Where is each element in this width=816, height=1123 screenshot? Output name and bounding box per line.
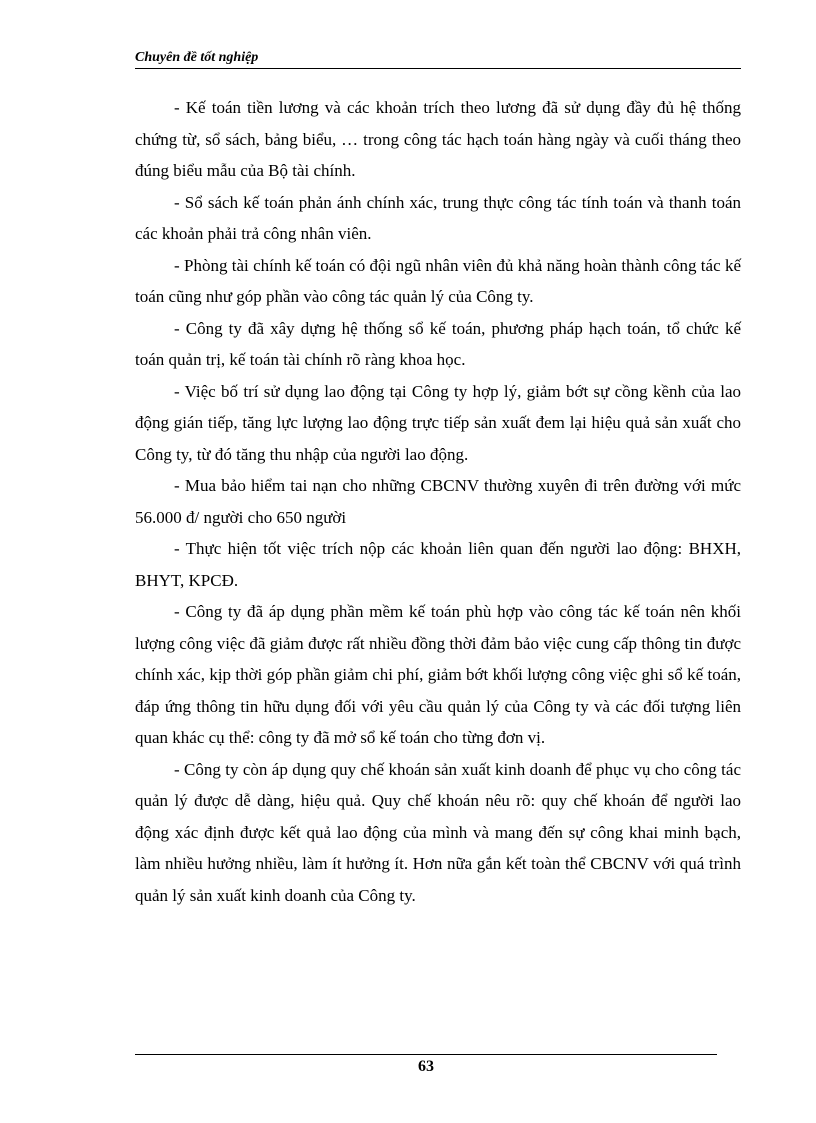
paragraph-1: - Kế toán tiền lương và các khoản trích theo lương đã sử dụng đầy đủ hệ thống chứng từ, sổ sách, bảng biểu, … trong công tác hạch toán hàng ngày và cuối tháng theo đúng biểu mẫu của Bộ tài chính.: [135, 98, 741, 180]
page-footer: [135, 1054, 717, 1076]
paragraph-4: - Công ty đã xây dựng hệ thống sổ kế toán, phương pháp hạch toán, tổ chức kế toán quản trị, kế toán tài chính rõ ràng khoa học.: [135, 318, 741, 369]
paragraph-7: - Thực hiện tốt việc trích nộp các khoản liên quan đến người lao động: BHXH, BHYT, KPCĐ.: [135, 539, 741, 590]
document-body: [135, 92, 741, 911]
paragraph-9: - Công ty còn áp dụng quy chế khoán sản xuất kinh doanh để phục vụ cho công tác quản lý được dễ dàng, hiệu quả. Quy chế khoán nêu rõ: quy chế khoán để người lao động xác định được kết quả lao động của mình và mang đến sự công khai minh bạch, làm nhiều hưởng nhiều, làm ít hưởng ít. Hơn nữa gắn kết toàn thể CBCNV với quá trình quản lý sản xuất kinh doanh của Công ty.: [135, 759, 741, 905]
paragraph-6: - Mua bảo hiểm tai nạn cho những CBCNV thường xuyên đi trên đường với mức 56.000 đ/ người cho 650 người: [135, 476, 741, 527]
paragraph-8: - Công ty đã áp dụng phần mềm kế toán phù hợp vào công tác kế toán nên khối lượng công việc đã giảm được rất nhiều đồng thời đảm bảo việc cung cấp thông tin được chính xác, kịp thời góp phần giảm chi phí, giảm bớt khối lượng công việc ghi sổ kế toán, đáp ứng thông tin hữu dụng đối với yêu cầu quản lý của Công ty và các đối tượng liên quan khác cụ thể: công ty đã mở sổ kế toán cho từng đơn vị.: [135, 602, 741, 747]
header-title: Chuyên đề tốt nghiệp: [135, 50, 259, 65]
paragraph-3: - Phòng tài chính kế toán có đội ngũ nhân viên đủ khả năng hoàn thành công tác kế toán cũng như góp phần vào công tác quản lý của Công ty.: [135, 255, 741, 306]
paragraph-5: - Việc bố trí sử dụng lao động tại Công ty hợp lý, giảm bớt sự cồng kềnh của lao động gián tiếp, tăng lực lượng lao động trực tiếp sản xuất đem lại hiệu quả sản xuất cho Công ty, từ đó tăng thu nhập của người lao động.: [135, 381, 741, 464]
page-header: [135, 48, 741, 69]
page-number: 63: [418, 1058, 434, 1075]
paragraph-2: - Sổ sách kế toán phản ánh chính xác, trung thực công tác tính toán và thanh toán các khoản phải trả công nhân viên.: [135, 192, 741, 243]
